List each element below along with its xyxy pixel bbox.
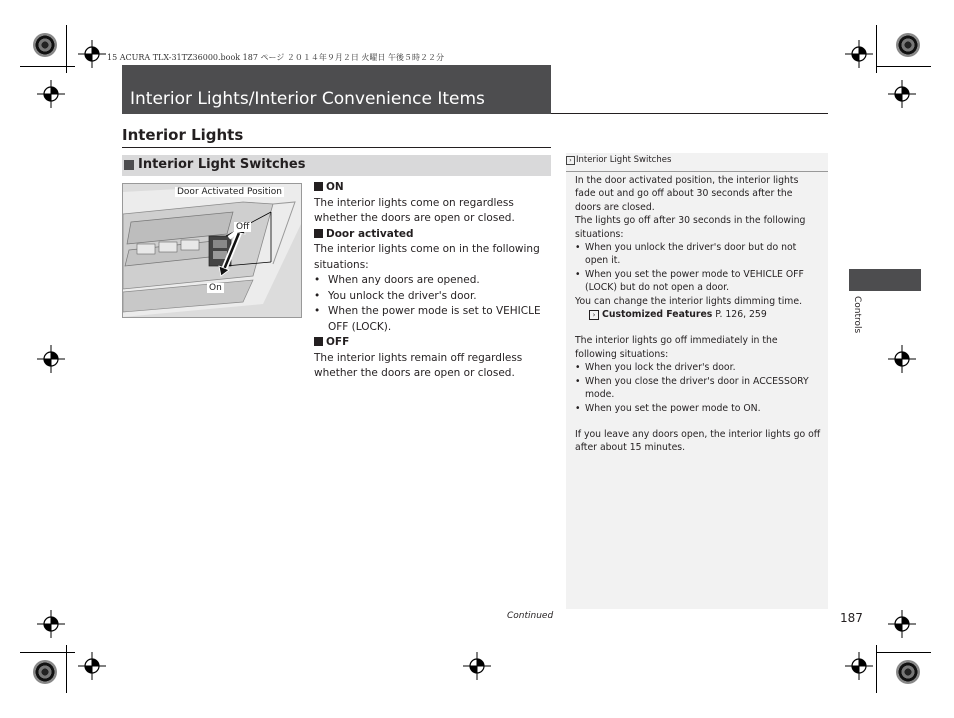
overhead-console-drawing <box>123 184 301 317</box>
registration-mark-icon <box>37 610 65 638</box>
registration-mark-icon <box>463 652 491 680</box>
main-text-column <box>314 180 552 382</box>
color-rosette-icon <box>896 660 920 684</box>
registration-mark-icon <box>888 80 916 108</box>
interior-light-switch-illustration <box>122 183 302 318</box>
sidebar-paragraph: The lights go off after 30 seconds in the following situations: <box>575 215 806 240</box>
print-meta-line: 15 ACURA TLX-31TZ36000.book 187 ページ ２０１４年９月２日 火曜日 午後５時２２分 <box>107 53 444 62</box>
door-activated-position-label: Door Activated Position <box>177 187 283 197</box>
arrow-right-icon: › <box>566 156 575 165</box>
crop-mark <box>876 66 931 67</box>
on-description: The interior lights come on regardless whether the doors are open or closed. <box>314 196 515 224</box>
on-heading: ON <box>314 180 552 196</box>
cross-reference-link[interactable]: › Customized Features P. 126, 259 <box>575 308 821 321</box>
sidebar-rule <box>566 171 828 172</box>
list-item: • When you set the power mode to VEHICLE OFF (LOCK) but do not open a door. <box>575 268 804 294</box>
registration-mark-icon <box>37 80 65 108</box>
title-rule <box>551 113 828 114</box>
registration-mark-icon <box>888 345 916 373</box>
crop-mark <box>876 652 931 653</box>
subheading-title: Interior Light Switches <box>138 157 306 172</box>
sidebar-body <box>575 174 821 455</box>
registration-mark-icon <box>37 345 65 373</box>
off-heading: OFF <box>314 335 552 351</box>
color-rosette-icon <box>33 33 57 57</box>
sidebar-paragraph: You can change the interior lights dimming time. <box>575 295 803 307</box>
chapter-tab-label: Controls <box>852 296 862 334</box>
color-rosette-icon <box>33 660 57 684</box>
off-description: The interior lights remain off regardless whether the doors are open or closed. <box>314 351 523 379</box>
subheading-square-icon <box>124 160 134 170</box>
bullet-square-icon <box>314 182 323 191</box>
bullet-square-icon <box>314 337 323 346</box>
registration-mark-icon <box>78 40 106 68</box>
continued-note: Continued <box>507 611 554 621</box>
chapter-title: Interior Lights/Interior Convenience Items <box>130 89 485 109</box>
list-item: • When the power mode is set to VEHICLE OFF (LOCK). <box>314 305 541 333</box>
door-activated-description: The interior lights come on in the following situations: <box>314 243 540 271</box>
cross-reference-icon: › <box>589 310 599 320</box>
on-label: On <box>209 283 222 293</box>
section-title: Interior Lights <box>122 126 244 144</box>
list-item: • When you unlock the driver's door but do not open it. <box>575 242 797 267</box>
section-rule <box>122 147 551 148</box>
list-item: • When any doors are opened. <box>314 274 480 286</box>
sidebar-paragraph: If you leave any doors open, the interior lights go off after about 15 minutes. <box>575 428 821 454</box>
chapter-tab[interactable] <box>849 269 921 291</box>
registration-mark-icon <box>78 652 106 680</box>
list-item: • When you set the power mode to ON. <box>575 402 761 414</box>
page-number: 187 <box>840 611 863 625</box>
bullet-square-icon <box>314 229 323 238</box>
sidebar-heading: › Interior Light Switches <box>566 155 671 165</box>
sidebar-paragraph: The interior lights go off immediately in the following situations: <box>575 335 778 360</box>
door-activated-heading: Door activated <box>314 227 552 243</box>
registration-mark-icon <box>845 652 873 680</box>
list-item: • When you lock the driver's door. <box>575 362 736 374</box>
registration-mark-icon <box>845 40 873 68</box>
off-label: Off <box>236 222 250 232</box>
registration-mark-icon <box>888 610 916 638</box>
color-rosette-icon <box>896 33 920 57</box>
crop-mark <box>20 652 75 653</box>
crop-mark <box>20 66 75 67</box>
list-item: • You unlock the driver's door. <box>314 289 477 302</box>
list-item: • When you close the driver's door in ACCESSORY mode. <box>575 375 809 401</box>
sidebar-paragraph: In the door activated position, the interior lights fade out and go off about 30 seconds after the doors are closed. <box>575 175 799 213</box>
